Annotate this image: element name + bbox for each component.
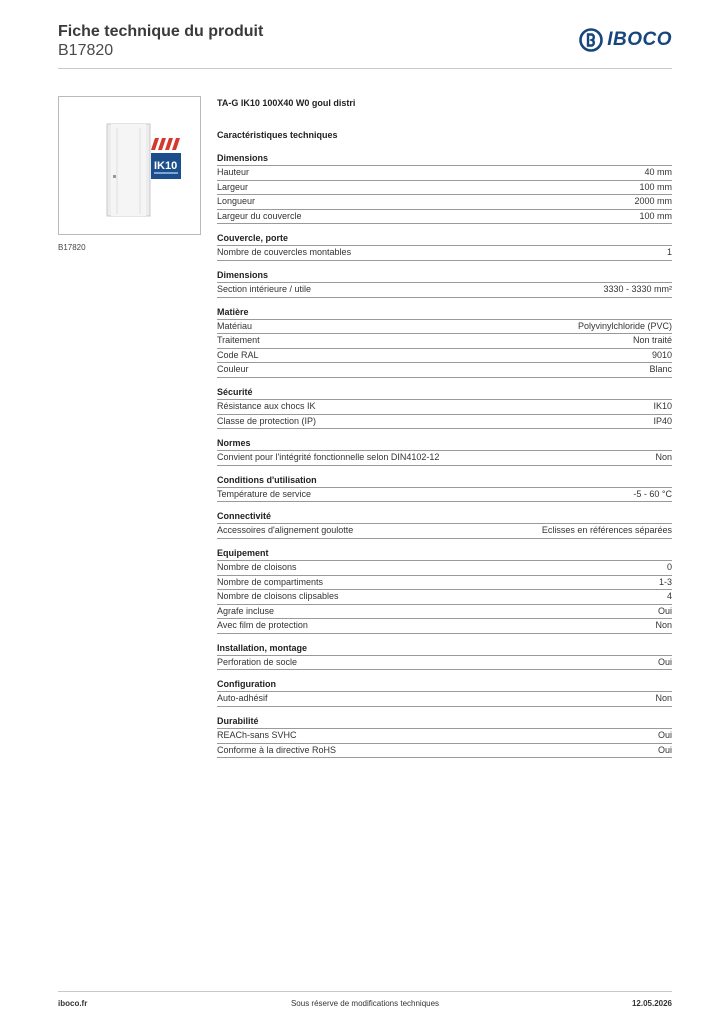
spec-label: Conforme à la directive RoHS (217, 744, 337, 755)
spec-row (217, 744, 672, 759)
spec-row (217, 400, 672, 415)
spec-label: Température de service (217, 488, 312, 499)
spec-section (217, 678, 672, 707)
spec-label: Code RAL (217, 349, 259, 360)
section-title: Conditions d'utilisation (217, 474, 672, 488)
spec-section (217, 306, 672, 378)
spec-row (217, 524, 672, 539)
spec-row (217, 246, 672, 261)
spec-section (217, 642, 672, 671)
spec-value: Oui (657, 605, 672, 616)
spec-row (217, 619, 672, 634)
spec-row (217, 451, 672, 466)
spec-row (217, 181, 672, 196)
spec-value: Non traité (632, 335, 672, 346)
spec-label: Classe de protection (IP) (217, 415, 317, 426)
spec-value: 4 (666, 591, 672, 602)
section-title: Dimensions (217, 269, 672, 283)
product-image (58, 96, 201, 235)
section-title: Matière (217, 306, 672, 320)
footer-disclaimer: Sous réserve de modifications techniques (290, 999, 440, 1008)
section-title: Couvercle, porte (217, 232, 672, 246)
spec-value: IP40 (653, 415, 672, 426)
spec-label: Section intérieure / utile (217, 283, 312, 294)
section-title: Sécurité (217, 386, 672, 400)
section-title: Dimensions (217, 152, 672, 166)
spec-row (217, 415, 672, 430)
spec-label: Largeur du couvercle (217, 210, 302, 221)
spec-value: Eclisses en références séparées (541, 525, 672, 536)
spec-label: Largeur (217, 181, 249, 192)
section-title: Durabilité (217, 715, 672, 729)
spec-row (217, 363, 672, 378)
document-header (58, 22, 263, 60)
footer-divider (58, 991, 672, 992)
spec-row (217, 166, 672, 181)
header-divider (58, 68, 672, 69)
spec-label: Nombre de couvercles montables (217, 247, 352, 258)
spec-row (217, 692, 672, 707)
spec-value: 3330 - 3330 mm² (603, 283, 672, 294)
spec-value: Oui (657, 656, 672, 667)
spec-sheet (217, 98, 672, 758)
spec-label: Avec film de protection (217, 620, 308, 631)
spec-section (217, 510, 672, 539)
spec-value: Non (655, 693, 672, 704)
spec-label: Accessoires d'alignement goulotte (217, 525, 354, 536)
spec-label: Nombre de cloisons (217, 561, 297, 572)
spec-row (217, 210, 672, 225)
spec-label: Agrafe incluse (217, 605, 275, 616)
spec-label: Convient pour l'intégrité fonctionnelle selon DIN4102-12 (217, 452, 440, 463)
spec-value: 1 (666, 247, 672, 258)
footer-website: iboco.fr (58, 999, 88, 1008)
spec-section (217, 386, 672, 429)
section-title: Configuration (217, 678, 672, 692)
spec-label: Traitement (217, 335, 260, 346)
spec-value: Oui (657, 744, 672, 755)
spec-value: 2000 mm (634, 196, 672, 207)
spec-value: Non (655, 452, 672, 463)
spec-row (217, 656, 672, 671)
spec-row (217, 488, 672, 503)
spec-label: Longueur (217, 196, 256, 207)
spec-label: Couleur (217, 364, 249, 375)
spec-row (217, 320, 672, 335)
spec-label: Nombre de compartiments (217, 576, 324, 587)
spec-value: -5 - 60 °C (633, 488, 672, 499)
spec-section (217, 232, 672, 261)
spec-row (217, 195, 672, 210)
footer-date: 12.05.2026 (631, 999, 672, 1008)
spec-label: Matériau (217, 320, 253, 331)
spec-label: Résistance aux chocs IK (217, 400, 316, 411)
spec-section (217, 547, 672, 634)
logo-wordmark: IBOCO (607, 29, 672, 50)
spec-section (217, 474, 672, 503)
spec-label: REACh-sans SVHC (217, 730, 297, 741)
spec-value: Non (655, 620, 672, 631)
spec-section (217, 715, 672, 758)
spec-section (217, 437, 672, 466)
section-title: Equipement (217, 547, 672, 561)
spec-section (217, 269, 672, 298)
spec-value: 100 mm (639, 181, 672, 192)
section-title: Connectivité (217, 510, 672, 524)
spec-sections (217, 152, 672, 758)
spec-label: Nombre de cloisons clipsables (217, 591, 339, 602)
spec-label: Auto-adhésif (217, 693, 268, 704)
spec-row (217, 561, 672, 576)
spec-value: 40 mm (644, 167, 672, 177)
document-title: Fiche technique du produit (58, 23, 264, 40)
section-title: Normes (217, 437, 672, 451)
iboco-logo-icon (579, 28, 603, 52)
spec-section (217, 152, 672, 224)
product-name: TA-G IK10 100X40 W0 goul distri (217, 98, 356, 108)
spec-label: Perforation de socle (217, 656, 298, 667)
spec-value: Polyvinylchloride (PVC) (577, 320, 672, 331)
spec-value: 0 (666, 561, 672, 572)
spec-row (217, 334, 672, 349)
image-caption: B17820 (58, 243, 86, 252)
spec-value: IK10 (653, 400, 672, 411)
spec-row (217, 729, 672, 744)
spec-value: Blanc (649, 364, 672, 375)
spec-row (217, 283, 672, 298)
spec-row (217, 349, 672, 364)
spec-value: 1-3 (658, 576, 672, 587)
spec-value: Oui (657, 730, 672, 741)
spec-value: 9010 (651, 349, 672, 360)
spec-row (217, 576, 672, 591)
spec-row (217, 590, 672, 605)
spec-value: 100 mm (639, 210, 672, 221)
iboco-logo (579, 28, 672, 52)
spec-row (217, 605, 672, 620)
section-title: Installation, montage (217, 642, 672, 656)
tech-characteristics-heading: Caractéristiques techniques (217, 130, 338, 140)
spec-label: Hauteur (217, 167, 250, 177)
product-code: B17820 (58, 42, 114, 59)
ik10-badge-label: IK10 (154, 160, 178, 172)
